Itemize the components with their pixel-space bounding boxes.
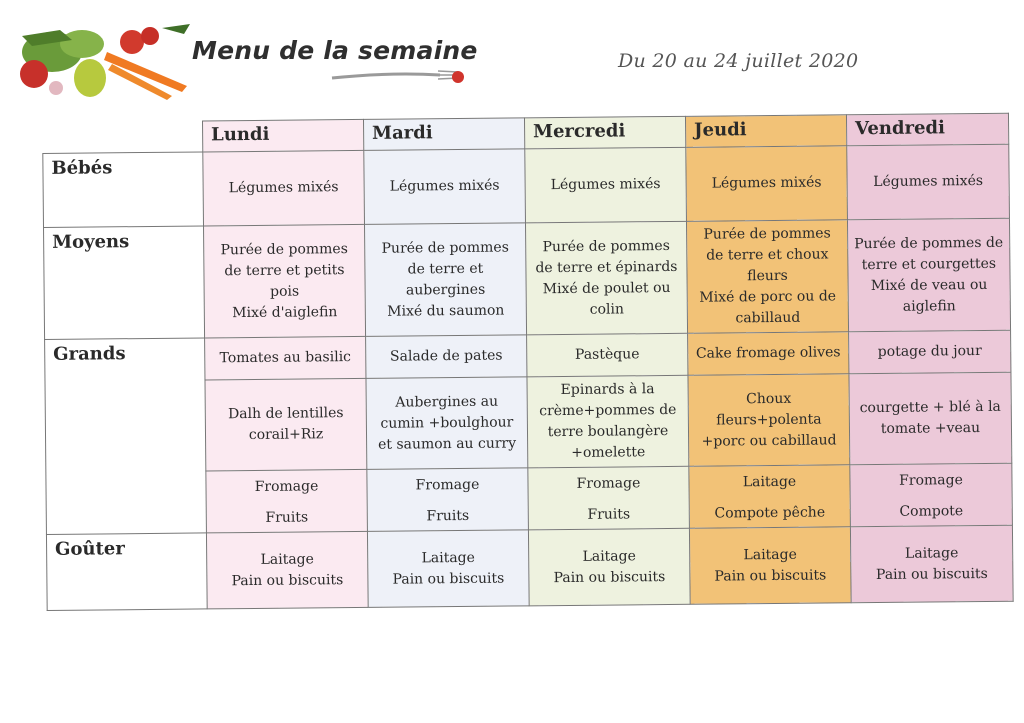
menu-cell: Légumes mixés [364, 149, 526, 225]
menu-cell: Laitage Pain ou biscuits [689, 527, 851, 605]
menu-cell: Fromage Fruits [367, 468, 529, 532]
menu-cell: Laitage Pain ou biscuits [528, 528, 690, 606]
menu-cell: Légumes mixés [525, 147, 687, 223]
week-dates: Du 20 au 24 juillet 2020 [618, 50, 859, 72]
row-label-gouter: Goûter [46, 533, 207, 611]
row-label-bebes: Bébés [43, 152, 204, 228]
menu-cell: Laitage Compote pêche [689, 465, 851, 529]
row-label-grands: Grands [45, 338, 207, 535]
menu-cell: potage du jour [849, 330, 1011, 374]
menu-cell: Fromage Fruits [528, 466, 690, 530]
fork-icon [330, 66, 470, 86]
menu-cell: Tomates au basilic [205, 336, 366, 380]
menu-cell: Purée de pommes de terre et épinards Mixé de poulet ou colin [525, 221, 687, 335]
menu-cell: Légumes mixés [686, 146, 848, 222]
menu-cell: Laitage Pain ou biscuits [206, 531, 368, 609]
page-header [0, 0, 1024, 110]
menu-cell: Laitage Pain ou biscuits [850, 525, 1013, 603]
menu-cell: Salade de pates [366, 335, 527, 379]
menu-cell: courgette + blé à la tomate +veau [849, 372, 1012, 465]
menu-cell: Choux fleurs+polenta +porc ou cabillaud [688, 374, 850, 467]
vegetables-illustration [12, 22, 202, 100]
menu-cell: Aubergines au cumin +boulghour et saumon au curry [366, 377, 528, 470]
menu-cell: Légumes mixés [847, 144, 1010, 220]
table-row-bebes [43, 144, 1010, 227]
page-title: Menu de la semaine [192, 36, 478, 65]
menu-cell: Fromage Fruits [206, 469, 368, 533]
menu-cell: Légumes mixés [203, 150, 365, 226]
day-header-lundi: Lundi [202, 119, 363, 152]
menu-cell: Laitage Pain ou biscuits [367, 530, 529, 608]
row-label-moyens: Moyens [44, 226, 205, 340]
menu-table [42, 113, 1014, 611]
menu-cell: Dalh de lentilles corail+Riz [205, 378, 367, 471]
weekly-menu [42, 113, 1013, 611]
day-header-jeudi: Jeudi [685, 115, 846, 148]
menu-cell: Pastèque [527, 333, 688, 377]
corner-cell [43, 121, 203, 154]
menu-cell: Epinards à la crème+pommes de terre boulangère +omelette [527, 375, 689, 468]
day-header-mardi: Mardi [363, 118, 524, 151]
menu-cell: Purée de pommes de terre et aubergines Mixé du saumon [364, 223, 526, 337]
menu-cell: Purée de pommes de terre et choux fleurs Mixé de porc ou de cabillaud [686, 220, 848, 334]
menu-cell: Purée de pommes de terre et petits pois Mixé d'aiglefin [204, 224, 366, 338]
table-row-gouter [46, 525, 1013, 610]
day-header-mercredi: Mercredi [524, 116, 685, 149]
menu-cell: Cake fromage olives [688, 332, 849, 376]
menu-cell: Fromage Compote [850, 463, 1013, 527]
day-header-vendredi: Vendredi [846, 113, 1008, 146]
table-row-moyens [44, 218, 1011, 339]
menu-cell: Purée de pommes de terre et courgettes Mixé de veau ou aiglefin [847, 218, 1010, 332]
